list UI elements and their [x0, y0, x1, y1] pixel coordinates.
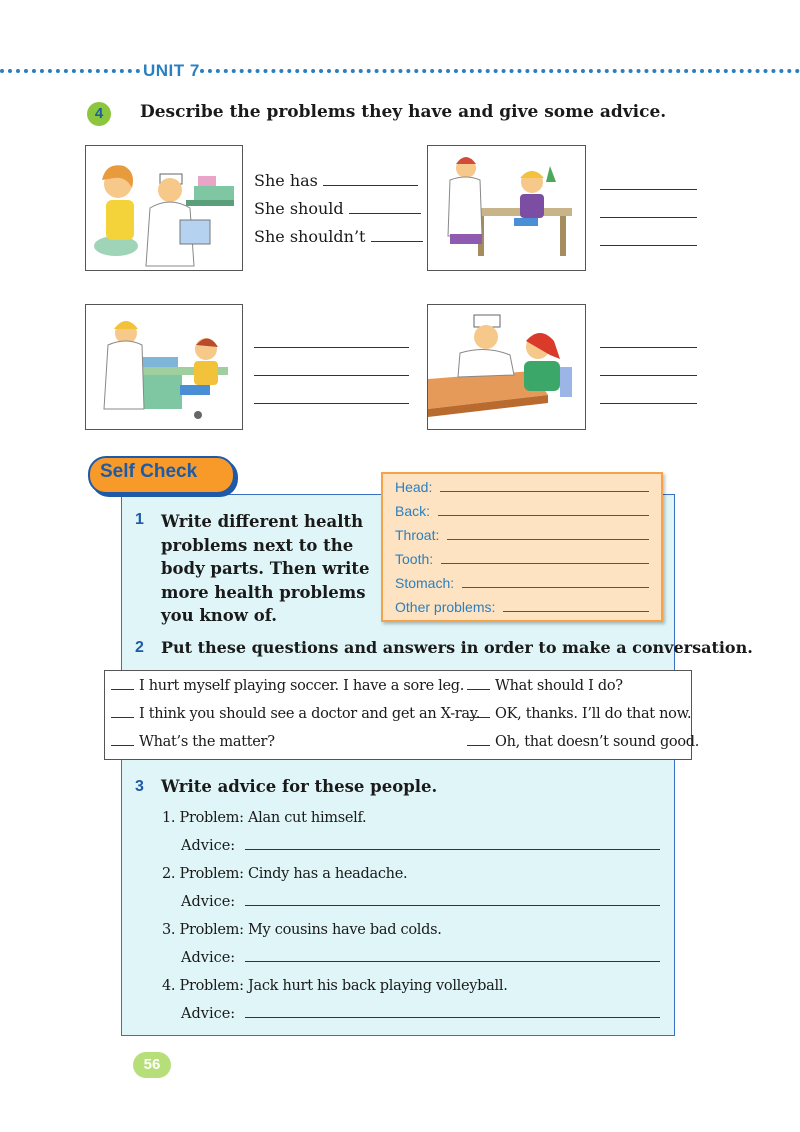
body-part-label: Stomach:	[395, 575, 455, 591]
body-part-label: Throat:	[395, 527, 440, 543]
girl-at-dentist-illustration	[85, 145, 243, 271]
problem-2: 2. Problem: Cindy has a headache.	[162, 866, 408, 882]
sentence-she-shouldnt: She shouldn’t	[254, 227, 423, 246]
problem-4: 4. Problem: Jack hurt his back playing volleyball.	[162, 978, 508, 994]
conversation-line: OK, thanks. I’ll do that now.	[467, 706, 691, 722]
question-1-text: Write different health problems next to the body parts. Then write more health problems you know of.	[161, 512, 370, 625]
problem-1: 1. Problem: Alan cut himself.	[162, 810, 367, 826]
question-3-text: Write advice for these people.	[161, 777, 438, 796]
body-part-row	[395, 527, 649, 543]
header-dotted-rule-left	[0, 69, 140, 73]
conversation-line: Oh, that doesn’t sound good.	[467, 734, 699, 750]
exercise-4-number: 4	[87, 102, 111, 126]
answer-line	[600, 217, 697, 218]
answer-line	[254, 347, 409, 348]
body-part-row	[395, 599, 649, 615]
body-part-label: Back:	[395, 503, 431, 519]
sentence-she-should: She should	[254, 199, 421, 218]
advice-line-3: Advice:	[181, 950, 660, 966]
unit-label: UNIT 7	[143, 61, 200, 80]
advice-line-2: Advice:	[181, 894, 660, 910]
advice-line-1: Advice:	[181, 838, 660, 854]
girl-with-doctor-illustration	[427, 304, 586, 430]
answer-line	[600, 347, 697, 348]
answer-line	[600, 245, 697, 246]
self-check-title: Self Check	[100, 461, 198, 482]
conversation-line: I think you should see a doctor and get an X-ray.	[111, 706, 480, 722]
question-2-text: Put these questions and answers in order to make a conversation.	[161, 638, 753, 657]
body-parts-box	[381, 472, 663, 622]
question-3-number: 3	[135, 778, 144, 795]
answer-line	[600, 189, 697, 190]
body-part-row	[395, 575, 649, 591]
problem-3: 3. Problem: My cousins have bad colds.	[162, 922, 442, 938]
body-part-label: Head:	[395, 479, 433, 495]
advice-line-4: Advice:	[181, 1006, 660, 1022]
answer-line	[600, 403, 697, 404]
boy-with-nurse-illustration	[427, 145, 586, 271]
body-part-row	[395, 503, 649, 519]
header-dotted-rule-right	[200, 69, 800, 73]
answer-line	[254, 375, 409, 376]
body-part-label: Other problems:	[395, 599, 496, 615]
conversation-line: I hurt myself playing soccer. I have a sore leg.	[111, 678, 464, 694]
question-1-number: 1	[135, 511, 144, 528]
answer-line	[254, 403, 409, 404]
body-part-row	[395, 479, 649, 495]
sentence-she-has: She has	[254, 171, 418, 190]
conversation-box	[104, 670, 700, 760]
body-part-row	[395, 551, 649, 567]
page-number: 56	[133, 1052, 171, 1078]
conversation-line: What should I do?	[467, 678, 623, 694]
conversation-line: What’s the matter?	[111, 734, 275, 750]
answer-line	[600, 375, 697, 376]
body-part-label: Tooth:	[395, 551, 434, 567]
boy-with-nurse-thermometer-illustration	[85, 304, 243, 430]
question-2-number: 2	[135, 639, 144, 656]
exercise-4-title: Describe the problems they have and give some advice.	[140, 102, 667, 122]
